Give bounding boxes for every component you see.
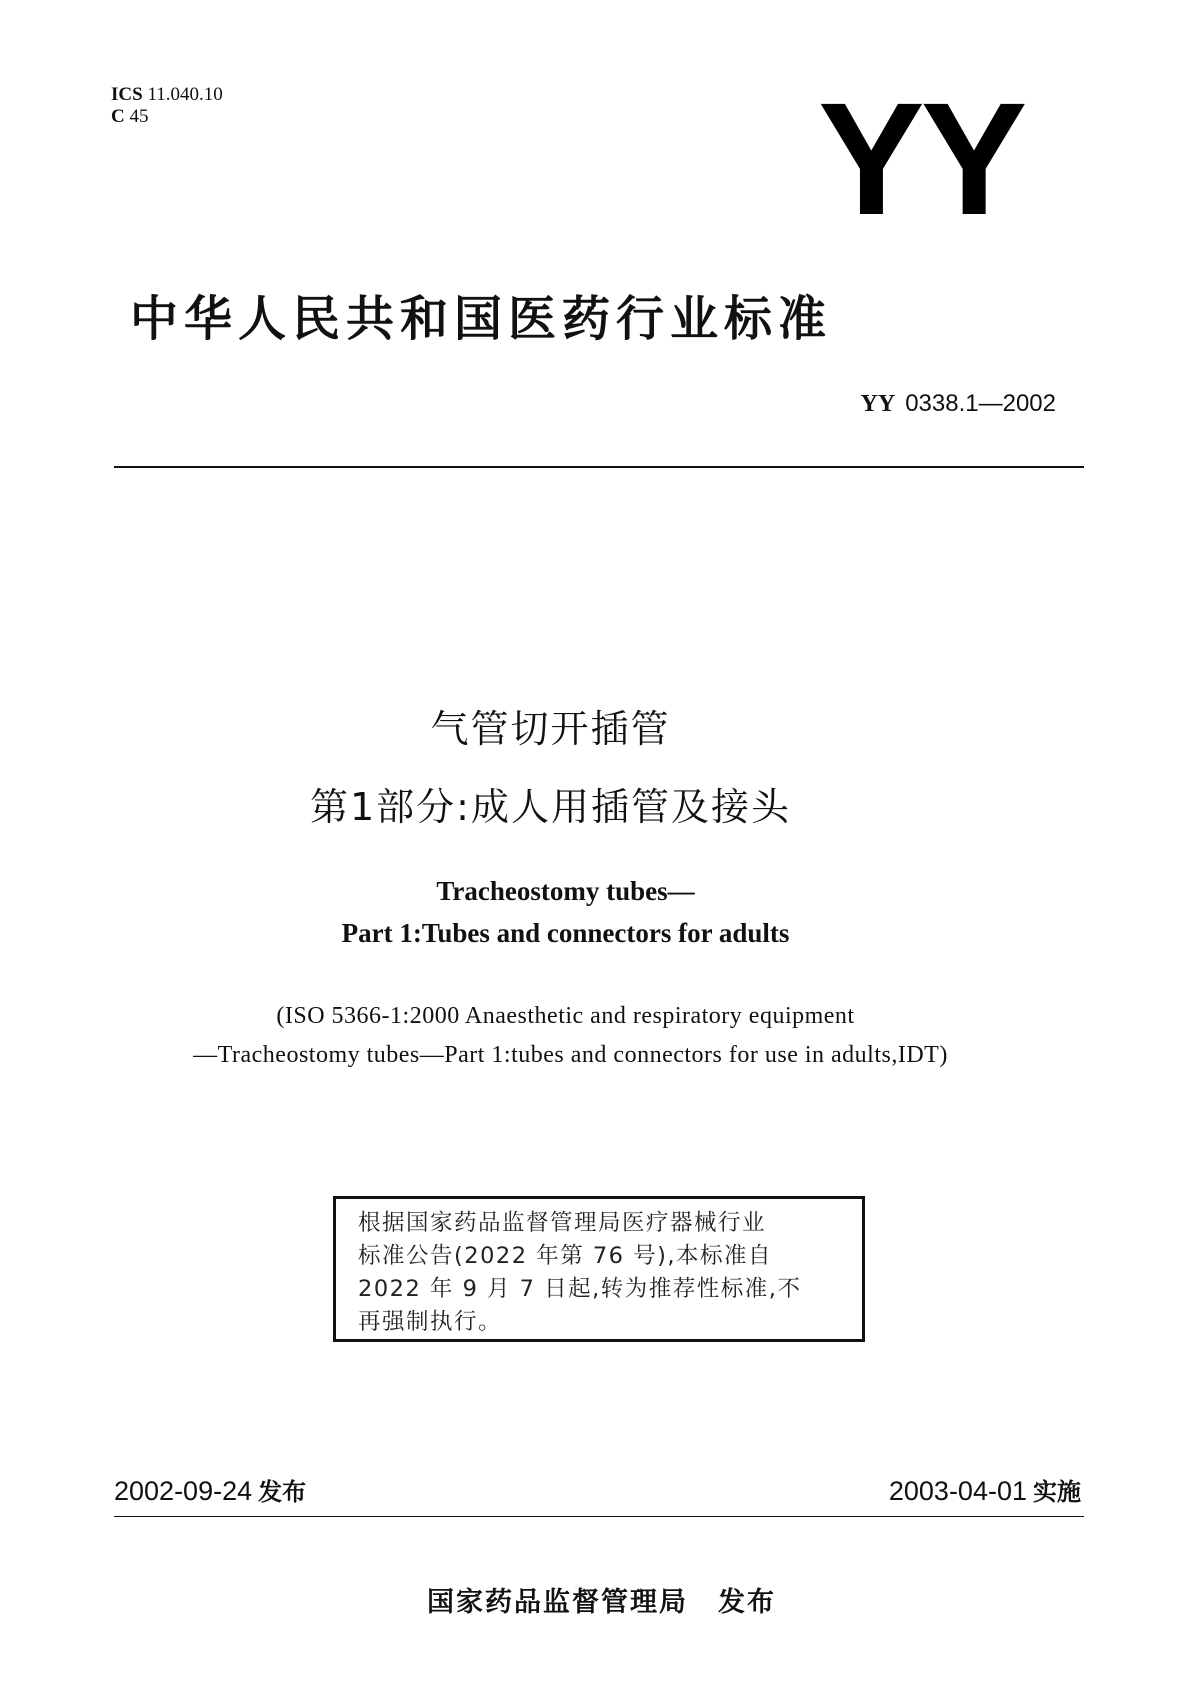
ics-code: 11.040.10 [147, 84, 223, 105]
standard-title: 中华人民共和国医药行业标准 [130, 291, 833, 347]
implementation-date [889, 1472, 1081, 1507]
standard-code-prefix: YY [860, 391, 896, 417]
top-divider [114, 466, 1084, 468]
notice-box [333, 1196, 865, 1342]
ics-code-line [111, 84, 223, 106]
ccs-label: C [111, 106, 125, 127]
implementation-date-value: 2003-04-01 [888, 1476, 1027, 1506]
chinese-title-line-1: 气管切开插管 [430, 707, 671, 751]
notice-line-4: 再强制执行。 [358, 1309, 503, 1335]
implementation-date-label: 实施 [1033, 1478, 1081, 1506]
yy-logo: YY [818, 69, 1024, 248]
english-title-line-1: Tracheostomy tubes— [436, 876, 695, 906]
issuer-action: 发布 [718, 1587, 776, 1618]
english-title-line-2: Part 1:Tubes and connectors for adults [341, 918, 790, 948]
issue-date-label: 发布 [258, 1478, 307, 1506]
iso-reference-line-2: —Tracheostomy tubes—Part 1:tubes and connectors for use in adults,IDT) [193, 1042, 948, 1068]
ccs-code-line [111, 106, 223, 128]
issuer-name: 国家药品监督管理局 [427, 1587, 688, 1618]
issue-date-value: 2002-09-24 [114, 1476, 253, 1506]
chinese-title-line-2: 第1部分:成人用插管及接头 [310, 785, 791, 829]
classification-codes [111, 84, 223, 128]
standard-code [861, 390, 1056, 418]
notice-line-3: 2022 年 9 月 7 日起,转为推荐性标准,不 [358, 1276, 802, 1302]
ics-label: ICS [111, 84, 143, 105]
bottom-divider [114, 1516, 1084, 1517]
notice-line-2: 标准公告(2022 年第 76 号),本标准自 [358, 1243, 773, 1269]
ccs-code: 45 [129, 106, 149, 127]
issue-date [114, 1472, 306, 1507]
notice-line-1: 根据国家药品监督管理局医疗器械行业 [358, 1210, 767, 1236]
standard-code-number: 0338.1—2002 [905, 390, 1056, 417]
iso-reference-line-1: (ISO 5366-1:2000 Anaesthetic and respiratory equipment [276, 1003, 855, 1029]
issuer [0, 1580, 1191, 1619]
